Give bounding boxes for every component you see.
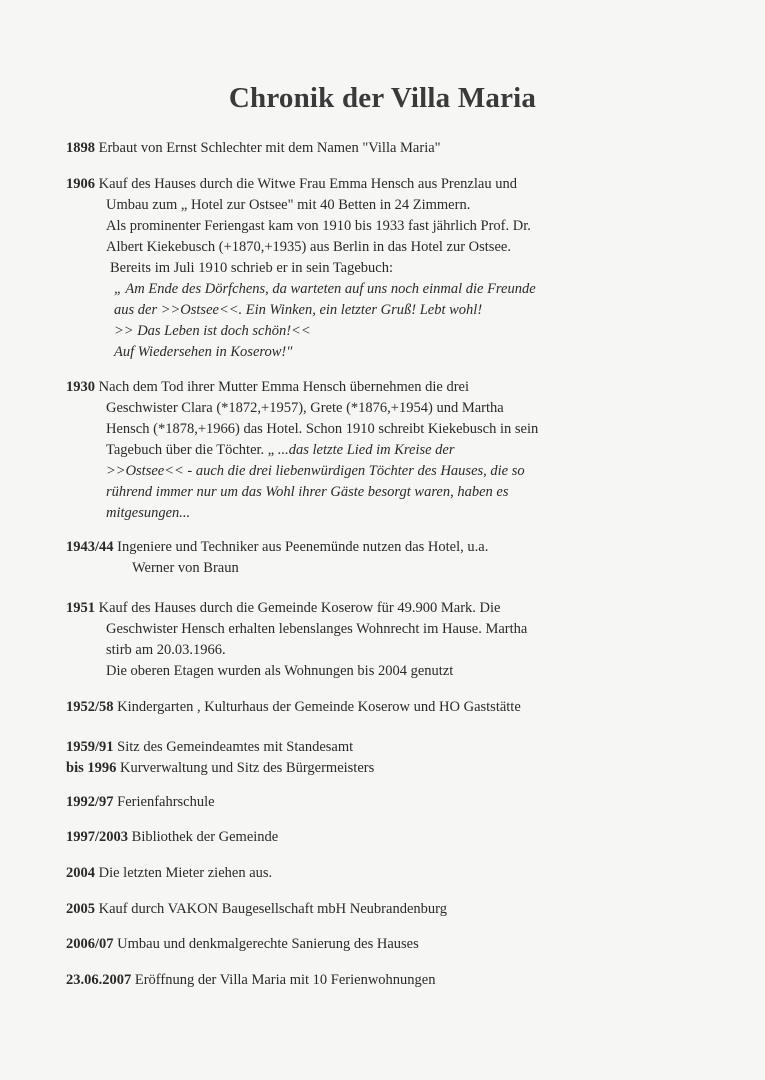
entry-text: Kindergarten , Kulturhaus der Gemeinde Koserow und HO Gaststätte [117, 699, 521, 715]
entry-year: 1952/58 [66, 699, 114, 715]
chronicle-entry-1906 [66, 174, 706, 363]
entry-text: Werner von Braun [132, 560, 239, 576]
chronicle-entry-1997-2003 [66, 827, 706, 848]
diary-quote: ...das letzte Lied im Kreise der [277, 442, 455, 458]
entry-text: Ingeniere und Techniker aus Peenemünde nutzen das Hotel, u.a. [117, 539, 489, 555]
chronicle-entry-1992-97 [66, 792, 706, 813]
entry-text: Eröffnung der Villa Maria mit 10 Ferienwohnungen [134, 972, 436, 988]
entry-text: Kauf des Hauses durch die Gemeinde Koserow für 49.900 Mark. Die [98, 600, 501, 616]
entry-text: Umbau zum „ Hotel zur Ostsee" mit 40 Betten in 24 Zimmern. [106, 197, 471, 213]
entry-text: Hensch (*1878,+1966) das Hotel. Schon 1910 schreibt Kiekebusch in sein [106, 421, 539, 437]
chronicle-entry-2004 [66, 863, 706, 884]
chronicle-entry-1898 [66, 138, 706, 159]
chronicle-entry-1952-58 [66, 697, 706, 718]
entry-text: Die oberen Etagen wurden als Wohnungen bis 2004 genutzt [106, 663, 454, 679]
entry-text: Als prominenter Feriengast kam von 1910 bis 1933 fast jährlich Prof. Dr. [106, 218, 531, 234]
entry-year: 1943/44 [66, 539, 114, 555]
entry-year: 2006/07 [66, 936, 114, 952]
entry-year: 1930 [66, 379, 95, 395]
page-title: Chronik der Villa Maria [228, 82, 537, 114]
entry-text: Umbau und denkmalgerechte Sanierung des Hauses [117, 936, 419, 952]
entry-text: Geschwister Hensch erhalten lebenslanges Wohnrecht im Hause. Martha [106, 621, 528, 637]
entry-text: Tagebuch über die Töchter. „ [106, 442, 278, 458]
entry-year: bis 1996 [66, 760, 117, 776]
diary-quote: mitgesungen... [106, 505, 191, 521]
entry-year: 1898 [66, 140, 95, 156]
entry-year: 1997/2003 [66, 829, 129, 845]
entry-text: Albert Kiekebusch (+1870,+1935) aus Berlin in das Hotel zur Ostsee. [106, 239, 511, 255]
diary-quote: Auf Wiedersehen in Koserow!" [114, 344, 293, 360]
entry-year: 2005 [66, 901, 95, 917]
chronicle-entry-1959-91 [66, 737, 706, 779]
entry-year: 1951 [66, 600, 95, 616]
entry-text: Bibliothek der Gemeinde [131, 829, 279, 845]
entry-year: 1959/91 [66, 739, 114, 755]
entry-text: Erbaut von Ernst Schlechter mit dem Namen "Villa Maria" [98, 140, 441, 156]
diary-quote: >>Ostsee<< - auch die drei liebenwürdigen Töchter des Hauses, die so [106, 463, 525, 479]
entry-year: 23.06.2007 [66, 972, 132, 988]
entry-text: Bereits im Juli 1910 schrieb er in sein Tagebuch: [110, 260, 394, 276]
diary-quote: „ Am Ende des Dörfchens, da warteten auf uns noch einmal die Freunde [114, 281, 536, 297]
diary-quote: >> Das Leben ist doch schön!<< [114, 323, 311, 339]
entry-text: Sitz des Gemeindeamtes mit Standesamt [117, 739, 354, 755]
chronicle-entry-2005 [66, 899, 706, 920]
chronicle-entry-1943-44 [66, 537, 706, 579]
chronicle-entry-2007 [66, 970, 706, 991]
entry-text: stirb am 20.03.1966. [106, 642, 226, 658]
entry-text: Die letzten Mieter ziehen aus. [98, 865, 273, 881]
chronicle-entry-2006-07 [66, 934, 706, 955]
entry-text: Kurverwaltung und Sitz des Bürgermeisters [120, 760, 375, 776]
entry-text: Nach dem Tod ihrer Mutter Emma Hensch übernehmen die drei [98, 379, 469, 395]
entry-text: Kauf durch VAKON Baugesellschaft mbH Neubrandenburg [98, 901, 447, 917]
diary-quote: rührend immer nur um das Wohl ihrer Gäste besorgt waren, haben es [106, 484, 509, 500]
entry-year: 1906 [66, 176, 95, 192]
entry-text: Ferienfahrschule [117, 794, 215, 810]
entry-text: Kauf des Hauses durch die Witwe Frau Emma Hensch aus Prenzlau und [98, 176, 517, 192]
chronicle-entry-1951 [66, 598, 706, 682]
entry-year: 2004 [66, 865, 95, 881]
entry-year: 1992/97 [66, 794, 114, 810]
chronicle-entry-1930 [66, 377, 706, 524]
entry-text: Geschwister Clara (*1872,+1957), Grete (*1876,+1954) und Martha [106, 400, 504, 416]
diary-quote: aus der >>Ostsee<<. Ein Winken, ein letzter Gruß! Lebt wohl! [114, 302, 483, 318]
